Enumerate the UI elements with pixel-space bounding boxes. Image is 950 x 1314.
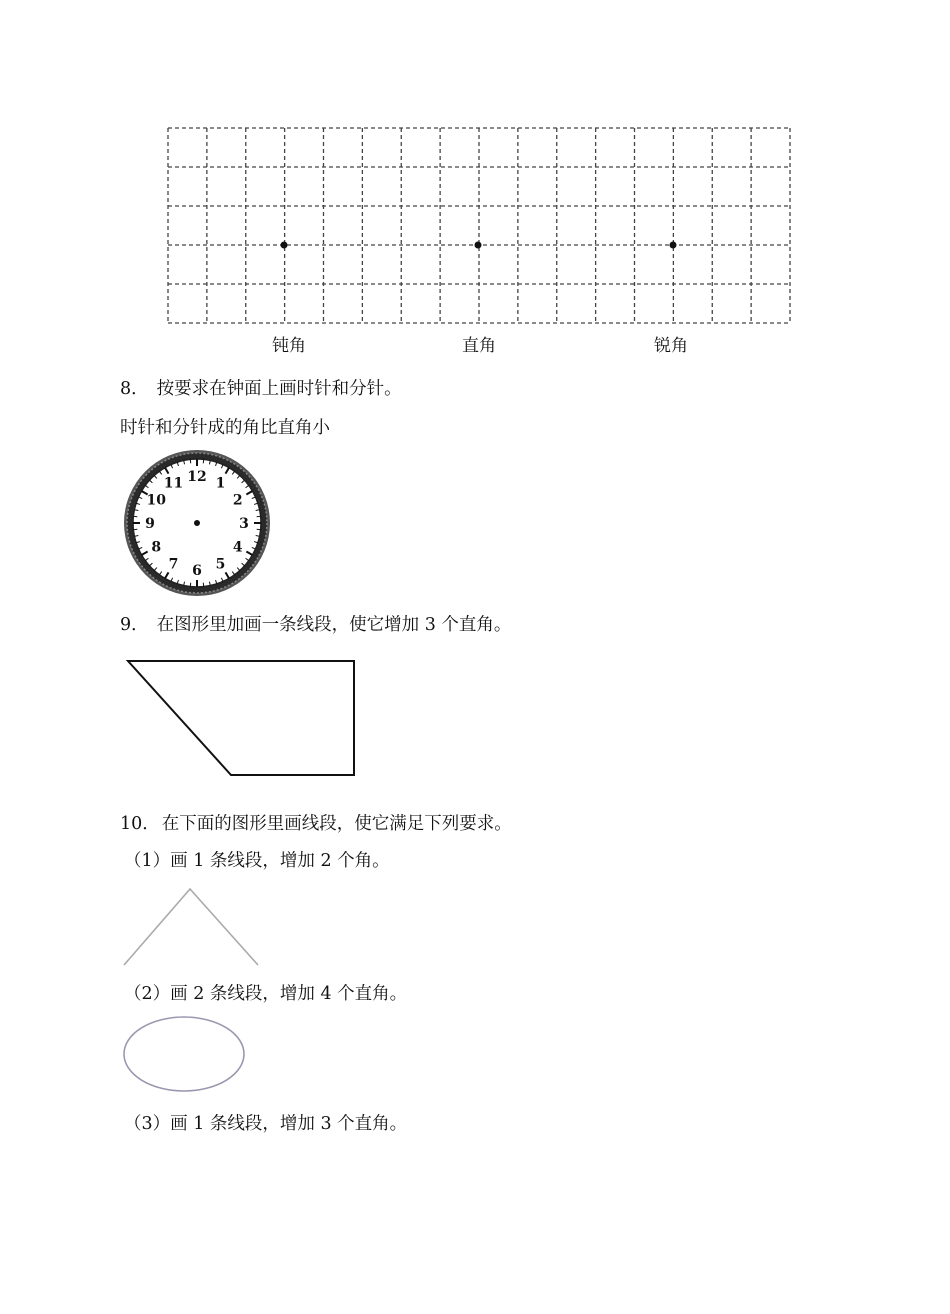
question-8: [120, 381, 402, 399]
question-8-requirement: 时针和分针成的角比直角小: [120, 418, 330, 438]
clock-number: 3: [239, 516, 249, 532]
grid-label-obtuse: 钝角: [272, 336, 306, 356]
clock-number: 8: [151, 539, 162, 556]
clock-number: 12: [187, 469, 207, 485]
question-10-text: 在下面的图形里画线段，使它满足下列要求。: [161, 814, 512, 834]
question-9-text: 在图形里加画一条线段，使它增加 3 个直角。: [156, 615, 512, 635]
grid-label-acute: 锐角: [654, 336, 688, 356]
clock-number: 7: [168, 556, 179, 573]
grid-point-obtuse: [281, 242, 288, 249]
clock-number: 10: [146, 492, 167, 509]
clock-number: 5: [215, 556, 226, 573]
clock-center-dot: [194, 520, 200, 526]
question-9: [120, 617, 511, 635]
question-10-part-1: （1）画 1 条线段，增加 2 个角。: [124, 851, 390, 871]
clock-number: 1: [215, 475, 226, 492]
question-10-part-3: （3）画 1 条线段，增加 3 个直角。: [124, 1114, 408, 1134]
trapezoid-shape[interactable]: [120, 655, 380, 785]
clock-number: 9: [145, 516, 155, 532]
question-8-text: 按要求在钟面上画时针和分针。: [156, 379, 402, 399]
question-10-number: 10．: [120, 814, 160, 834]
clock-number: 6: [192, 563, 202, 579]
clock-number: 2: [232, 492, 243, 509]
clock-number: 11: [163, 475, 184, 492]
question-10-part-2: （2）画 2 条线段，增加 4 个直角。: [124, 984, 408, 1004]
dashed-grid: [0, 0, 950, 340]
question-9-number: 9．: [120, 615, 149, 635]
grid-label-right: 直角: [462, 336, 496, 356]
question-8-number: 8．: [120, 379, 149, 399]
grid-point-right: [475, 242, 482, 249]
angle-shape[interactable]: [118, 883, 268, 973]
question-10: [120, 816, 512, 834]
clock-face[interactable]: [118, 447, 278, 607]
ellipse-shape[interactable]: [118, 1013, 248, 1098]
grid-point-acute: [670, 242, 677, 249]
clock-number: 4: [232, 539, 243, 556]
